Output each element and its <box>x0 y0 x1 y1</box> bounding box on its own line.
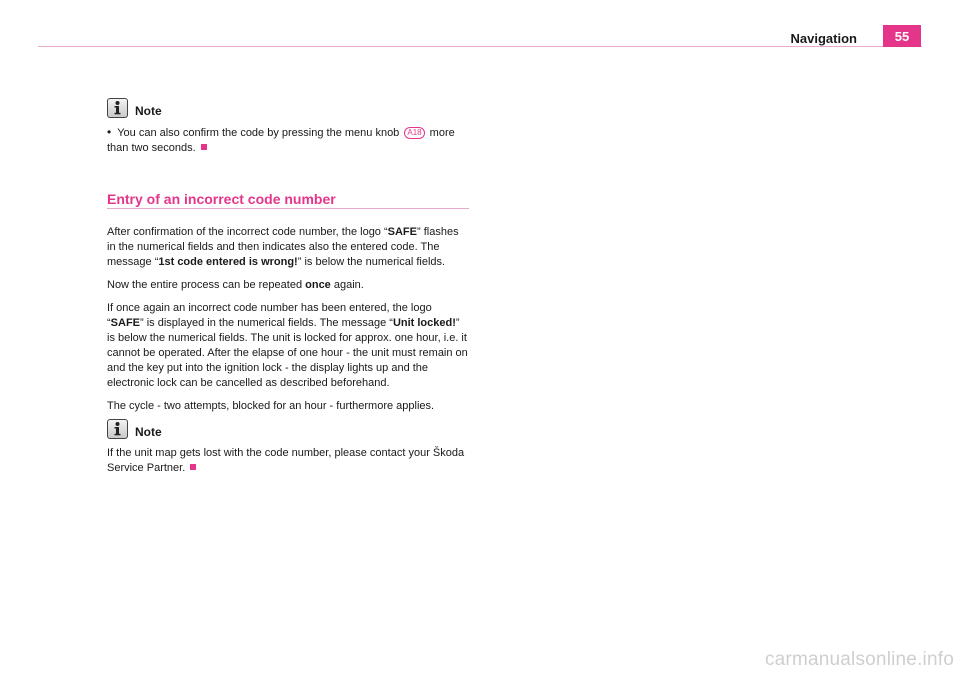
bullet: • <box>107 125 112 139</box>
p2-text-c: again. <box>330 279 364 291</box>
note-block-2 <box>107 419 162 439</box>
p3-message: Unit locked! <box>392 317 456 329</box>
paragraph-1 <box>107 225 469 270</box>
p1-text-c: ” flashes in the numerical fields and then indicates also the entered code. The message “ <box>107 226 459 268</box>
note-1-text-b: more than two seconds. <box>107 127 455 154</box>
note-label: Note <box>135 425 162 439</box>
p3-text-e: ” is below the numerical fields. The unit is locked for approx. one hour, i.e. it cannot be operated. After the elapse of one hour - the unit must remain on and the key put into the ignition lock - the display lights up and the electronic lock can be cancelled as described beforehand. <box>107 317 468 389</box>
paragraph-4: The cycle - two attempts, blocked for an hour - furthermore applies. <box>107 400 435 412</box>
p3-text-a: If once again an incorrect code number has been entered, the logo “ <box>107 302 432 329</box>
p1-safe-logo: SAFE <box>387 226 417 238</box>
paragraph-2 <box>107 278 469 293</box>
paragraph-3 <box>107 301 469 391</box>
running-header-title: Navigation <box>790 31 857 46</box>
note-1-text <box>107 125 469 156</box>
info-icon <box>107 419 128 439</box>
section-heading: Entry of an incorrect code number <box>107 191 469 209</box>
note-header <box>107 98 162 118</box>
page-number: 55 <box>894 28 910 44</box>
note-2-text <box>107 446 469 476</box>
note-block-1 <box>107 98 162 118</box>
p1-text-e: ” is below the numerical fields. <box>297 256 446 268</box>
header-rule <box>38 46 922 47</box>
watermark <box>0 649 960 671</box>
p2-emphasis: once <box>305 279 331 291</box>
info-icon <box>107 98 128 118</box>
p3-safe-logo: SAFE <box>110 317 141 329</box>
note-header <box>107 419 162 439</box>
end-of-section-marker-icon <box>190 464 196 470</box>
note-1-text-a: You can also confirm the code by pressing the menu knob <box>117 127 400 139</box>
p2-text-a: Now the entire process can be repeated <box>107 279 306 291</box>
end-of-section-marker-icon <box>201 144 207 150</box>
page-number-tab <box>883 25 921 47</box>
section-body <box>107 225 469 414</box>
p1-text-a: After confirmation of the incorrect code number, the logo “ <box>107 226 388 238</box>
watermark-text: carmanualsonline.info <box>764 649 954 670</box>
note-label: Note <box>135 104 162 118</box>
note-2-body: If the unit map gets lost with the code number, please contact your Škoda Service Partner. <box>107 447 465 474</box>
menu-knob-reference: A18 <box>404 127 424 139</box>
p3-text-c: ” is displayed in the numerical fields. The message “ <box>140 317 393 329</box>
p1-message: 1st code entered is wrong! <box>158 256 298 268</box>
